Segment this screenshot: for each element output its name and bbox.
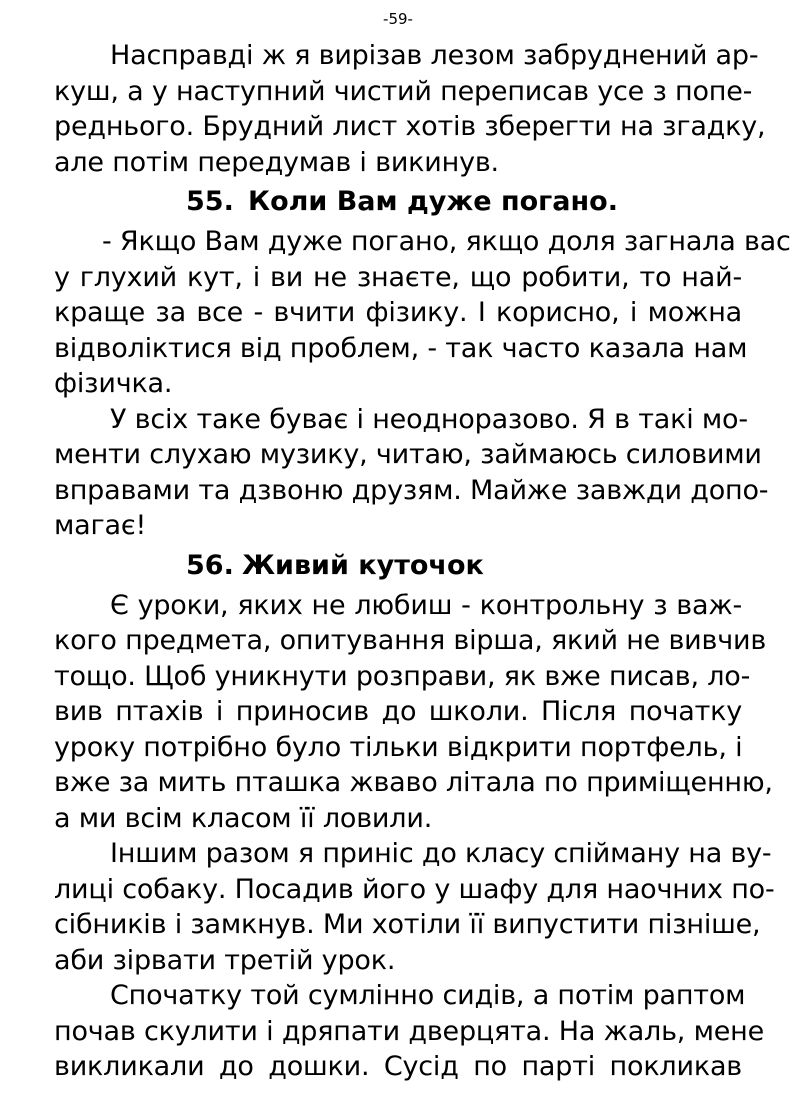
- text-line: фізичка.: [54, 368, 173, 399]
- paragraph: [54, 38, 766, 180]
- text-line: у глухий кут, і ви не знаєте, що робити, то най-: [54, 261, 742, 293]
- section-heading: [54, 184, 742, 220]
- text-line: магає!: [54, 510, 147, 541]
- text-line: аби зірвати третій урок.: [54, 944, 396, 976]
- section-number: 55.: [186, 186, 234, 217]
- text-line: У всіх таке буває і неодноразово. Я в такі мо-: [110, 403, 748, 435]
- paragraph: [54, 224, 791, 402]
- text-line: - Якщо Вам дуже погано, якщо доля загнала вас: [102, 226, 791, 257]
- text-line: краще за все - вчити фізику. І корисно, і можна: [54, 297, 742, 328]
- text-line: Є уроки, яких не любиш - контрольну з важ-: [110, 589, 742, 621]
- text-line: уроку потрібно було тільки відкрити портфель, і: [54, 731, 743, 763]
- text-line: сібників і замкнув. Ми хотіли її випустити пізніше,: [54, 909, 761, 940]
- text-line: а ми всім класом її ловили.: [54, 802, 433, 834]
- text-line: вправами та дзвоню друзям. Майже завжди допо-: [54, 474, 769, 506]
- text-line: вив птахів і приносив до школи. Після початку: [54, 696, 742, 727]
- text-line: тощо. Щоб уникнути розправи, як вже писав, ло-: [54, 660, 751, 692]
- text-line: Іншим разом я приніс до класу спійману на ву-: [110, 838, 772, 869]
- page-number: -59-: [383, 10, 413, 28]
- text-line: кого предмета, опитування вірша, який не вивчив: [54, 625, 767, 656]
- text-line: відволіктися від проблем, - так часто казала нам: [54, 332, 748, 364]
- text-line: реднього. Брудний лист хотів зберегти на згадку,: [54, 111, 766, 142]
- section-number: 56.: [186, 549, 234, 581]
- section-heading: [54, 548, 742, 584]
- text-line: почав скулити і дряпати дверцята. На жаль, мене: [54, 1015, 765, 1047]
- text-line: Спочатку той сумлінно сидів, а потім раптом: [110, 980, 746, 1011]
- paragraph: [54, 836, 775, 978]
- text-line: лиці собаку. Посадив його у шафу для наочних по-: [54, 873, 775, 905]
- paragraph: [54, 978, 765, 1085]
- text-line: менти слухаю музику, читаю, займаюсь силовими: [54, 439, 762, 470]
- text-line: куш, а у наступний чистий переписав усе з попе-: [54, 75, 753, 107]
- text-line: викликали до дошки. Сусід по парті покликав: [54, 1051, 742, 1082]
- text-line: але потім передумав і викинув.: [54, 146, 499, 178]
- book-page: [54, 8, 791, 1085]
- section-title: Коли Вам дуже погано.: [248, 186, 618, 217]
- paragraph: [54, 402, 769, 544]
- paragraph: [54, 588, 773, 837]
- text-line: Насправді ж я вирізав лезом забруднений ар-: [110, 40, 759, 71]
- text-line: вже за мить пташка жваво літала по приміщенню,: [54, 767, 773, 798]
- section-title: Живий куточок: [242, 549, 484, 581]
